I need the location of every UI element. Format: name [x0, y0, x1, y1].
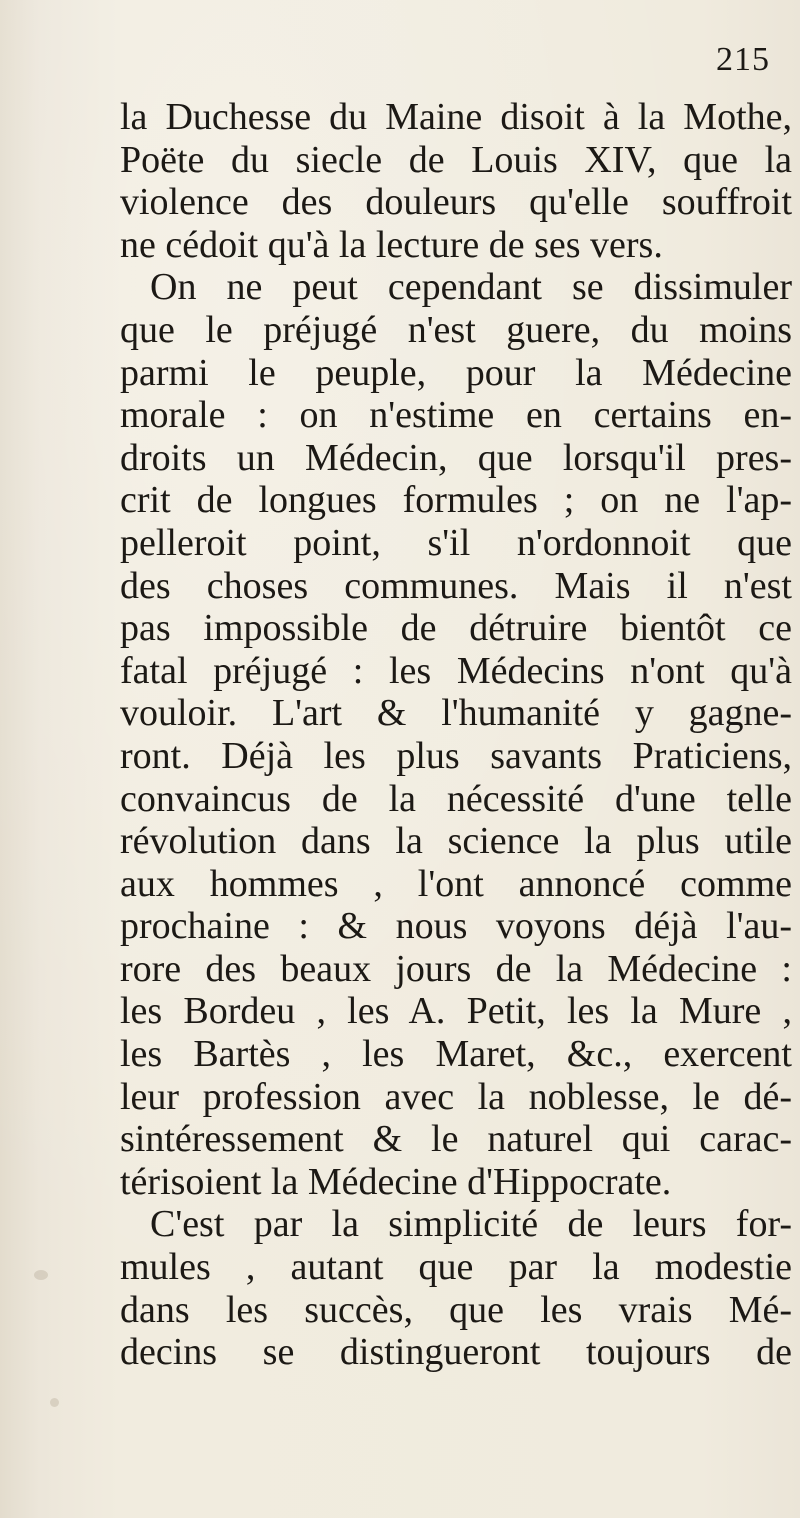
paragraph-start-line: On ne peut cependant se dissimuler: [150, 266, 792, 309]
text-line: ront. Déjà les plus savants Praticiens,: [120, 734, 792, 777]
text-line: pelleroit point, s'il n'ordonnoit que: [120, 521, 792, 564]
text-line: parmi le peuple, pour la Médecine: [120, 351, 792, 394]
text-line: pas impossible de détruire bientôt ce: [120, 607, 792, 650]
text-line: les Bartès , les Maret, &c., exercent: [120, 1033, 792, 1076]
text-line: vouloir. L'art & l'humanité y gagne-: [120, 692, 792, 735]
page-number: 215: [716, 41, 770, 78]
text-line: decins se distingueront toujours de: [120, 1331, 792, 1374]
text-line: prochaine : & nous voyons déjà l'au-: [120, 905, 792, 948]
text-line: morale : on n'estime en certains en-: [120, 394, 792, 437]
text-line: rore des beaux jours de la Médecine :: [120, 947, 792, 990]
text-line: la Duchesse du Maine disoit à la Mothe,: [120, 96, 792, 138]
text-line: droits un Médecin, que lorsqu'il pres-: [120, 436, 792, 479]
text-line: convaincus de la nécessité d'une telle: [120, 777, 792, 820]
text-line: que le préjugé n'est guere, du moins: [120, 308, 792, 351]
text-line: des choses communes. Mais il n'est: [120, 564, 792, 607]
ink-spot: [34, 1270, 48, 1280]
body-text: [120, 96, 792, 1374]
text-line: térisoient la Médecine d'Hippocrate.: [120, 1160, 672, 1203]
text-line: dans les succès, que les vrais Mé-: [120, 1288, 792, 1331]
paragraph-start-line: C'est par la simplicité de leurs for-: [150, 1203, 792, 1246]
text-line: leur profession avec la noblesse, le dé-: [120, 1075, 792, 1118]
text-line: ne cédoit qu'à la lecture de ses vers.: [120, 223, 663, 266]
ink-spot: [50, 1398, 59, 1407]
text-line: violence des douleurs qu'elle souffroit: [120, 181, 792, 224]
text-line: révolution dans la science la plus utile: [120, 820, 792, 863]
text-line: fatal préjugé : les Médecins n'ont qu'à: [120, 649, 792, 692]
text-line: sintéressement & le naturel qui carac-: [120, 1118, 792, 1161]
text-line: aux hommes , l'ont annoncé comme: [120, 862, 792, 905]
text-line: mules , autant que par la modestie: [120, 1246, 792, 1289]
text-line: les Bordeu , les A. Petit, les la Mure ,: [120, 990, 792, 1033]
text-line: crit de longues formules ; on ne l'ap-: [120, 479, 792, 522]
text-line: Poëte du siecle de Louis XIV, que la: [120, 138, 792, 181]
